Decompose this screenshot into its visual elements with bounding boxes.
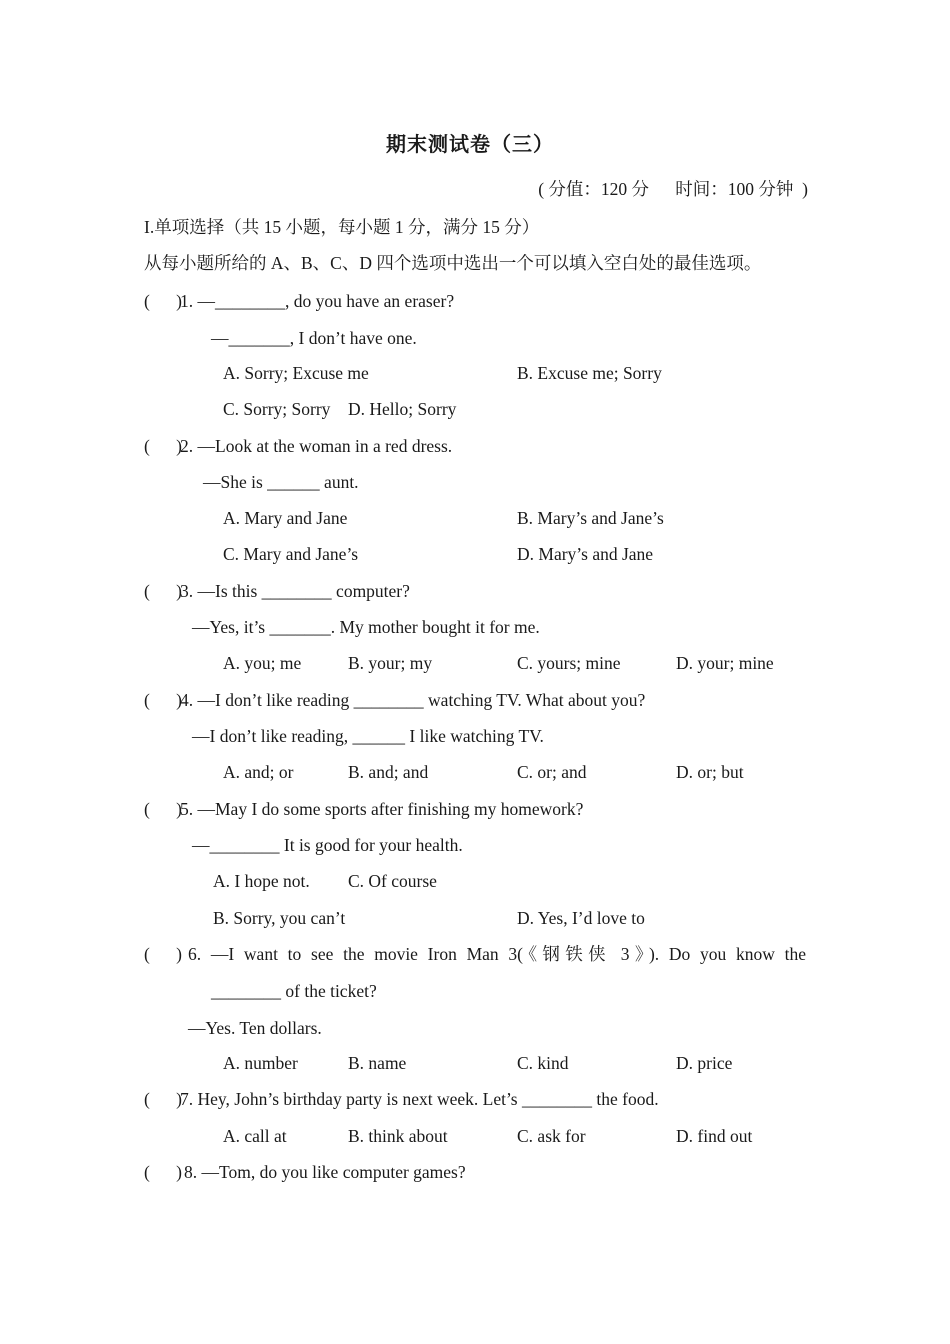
question-reply: —_______, I don’t have one. bbox=[211, 328, 417, 348]
option-d: D. your; mine bbox=[676, 653, 774, 673]
option-c: C. Mary and Jane’s bbox=[223, 544, 359, 564]
page-title: 期末测试卷（三） bbox=[386, 134, 554, 156]
option-a: A. I hope not. bbox=[213, 871, 310, 891]
option-a: A. number bbox=[223, 1053, 298, 1073]
option-b: B. Sorry, you can’t bbox=[213, 908, 346, 928]
option-b: B. name bbox=[348, 1053, 407, 1073]
option-c: C. or; and bbox=[517, 762, 587, 782]
option-c: C. yours; mine bbox=[517, 653, 621, 673]
option-d: D. Mary’s and Jane bbox=[517, 544, 654, 564]
question-reply: —I don’t like reading, ______ I like watching TV. bbox=[192, 726, 544, 746]
section-instruction: 从每小题所给的 A、B、C、D 四个选项中选出一个可以填入空白处的最佳选项。 bbox=[144, 253, 762, 273]
option-c: C. kind bbox=[517, 1053, 569, 1073]
option-a: A. Sorry; Excuse me bbox=[223, 363, 369, 383]
option-b: B. Excuse me; Sorry bbox=[517, 363, 662, 383]
option-d: D. Yes, I’d love to bbox=[517, 908, 645, 928]
option-a: A. Mary and Jane bbox=[223, 508, 348, 528]
question-stem: 3. —Is this ________ computer? bbox=[180, 581, 410, 601]
question-reply: —She is ______ aunt. bbox=[203, 472, 359, 492]
section-heading: I.单项选择（共 15 小题，每小题 1 分，满分 15 分） bbox=[144, 217, 540, 237]
option-a: A. and; or bbox=[223, 762, 294, 782]
option-a: A. you; me bbox=[223, 653, 302, 673]
question-stem: 7. Hey, John’s birthday party is next week. Let’s ________ the food. bbox=[180, 1089, 659, 1109]
option-d: D. Hello; Sorry bbox=[348, 399, 457, 419]
option-b: B. and; and bbox=[348, 762, 429, 782]
question-stem: 2. —Look at the woman in a red dress. bbox=[180, 436, 453, 456]
answer-blank: ( ) bbox=[144, 690, 182, 710]
question-reply: —________ It is good for your health. bbox=[192, 835, 463, 855]
option-b: B. think about bbox=[348, 1126, 448, 1146]
option-a: A. call at bbox=[223, 1126, 287, 1146]
exam-meta: ( 分值：120 分 时间：100 分钟 ) bbox=[538, 179, 808, 199]
question-reply: —Yes. Ten dollars. bbox=[188, 1018, 322, 1038]
question-stem-continued: ________ of the ticket? bbox=[211, 981, 377, 1001]
answer-blank: ( ) bbox=[144, 581, 182, 601]
option-b: B. Mary’s and Jane’s bbox=[517, 508, 664, 528]
option-d: D. or; but bbox=[676, 762, 744, 782]
option-d: D. price bbox=[676, 1053, 733, 1073]
answer-blank: ( ) bbox=[144, 1089, 182, 1109]
option-c: C. Sorry; Sorry bbox=[223, 399, 331, 419]
question-stem: 4. —I don’t like reading ________ watching TV. What about you? bbox=[180, 690, 646, 710]
question-reply: —Yes, it’s _______. My mother bought it for me. bbox=[192, 617, 540, 637]
answer-blank: ( ) bbox=[144, 291, 182, 311]
option-c: C. Of course bbox=[348, 871, 437, 891]
question-stem: 1. —________, do you have an eraser? bbox=[180, 291, 455, 311]
question-stem: 8. —Tom, do you like computer games? bbox=[184, 1162, 466, 1182]
question-stem: 5. —May I do some sports after finishing my homework? bbox=[180, 799, 584, 819]
option-c: C. ask for bbox=[517, 1126, 586, 1146]
answer-blank: ( ) bbox=[144, 1162, 182, 1182]
question-stem: 6. —I want to see the movie Iron Man 3(《钢铁侠 3》). Do you know the bbox=[188, 944, 806, 964]
answer-blank: ( ) bbox=[144, 944, 182, 964]
answer-blank: ( ) bbox=[144, 436, 182, 456]
option-d: D. find out bbox=[676, 1126, 753, 1146]
answer-blank: ( ) bbox=[144, 799, 182, 819]
option-b: B. your; my bbox=[348, 653, 433, 673]
